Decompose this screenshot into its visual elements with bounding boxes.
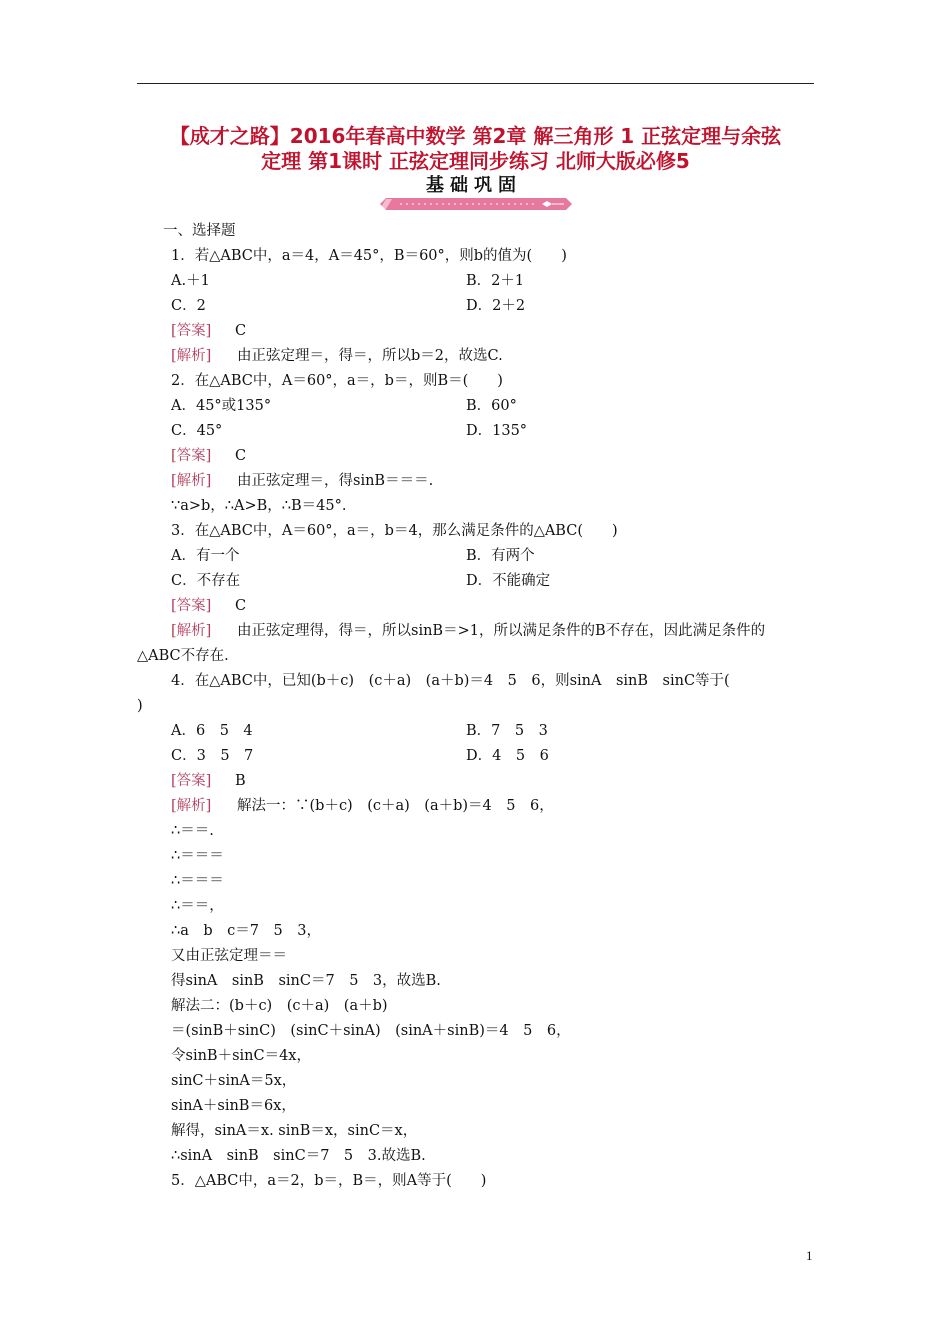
question-3: 3．在△ABC中，A＝60°，a＝，b＝4，那么满足条件的△ABC( )	[171, 523, 618, 539]
analysis-tag: [解析]	[171, 348, 212, 364]
option-d: D．2＋2	[466, 298, 526, 314]
analysis-step: 解法二：(b＋c) (c＋a) (a＋b)	[171, 998, 388, 1014]
analysis-step: 又由正弦定理＝＝	[171, 948, 287, 964]
analysis-step: ∴a b c＝7 5 3，	[171, 923, 321, 939]
title-line-1: 【成才之路】2016年春高中数学 第2章 解三角形 1 正弦定理与余弦	[169, 124, 782, 148]
question-1: 1．若△ABC中，a＝4，A＝45°，B＝60°，则b的值为( )	[171, 248, 567, 264]
answer-value: C	[235, 448, 247, 464]
section-heading: 一、选择题	[163, 223, 236, 239]
question-2: 2．在△ABC中，A＝60°，a＝，b＝，则B＝( )	[171, 373, 503, 389]
option-d: D．135°	[466, 423, 528, 439]
analysis-step: ∴＝＝＝	[171, 873, 224, 889]
header-rule	[137, 83, 814, 84]
answer-value: C	[235, 323, 247, 339]
analysis-step: ∴＝＝＝	[171, 848, 224, 864]
option-a: A.＋1	[171, 273, 210, 289]
analysis-tag: [解析]	[171, 798, 212, 814]
option-b: B．2＋1	[466, 273, 525, 289]
answer-tag: [答案]	[171, 323, 212, 339]
analysis-step: 解得，sinA＝x. sinB＝x，sinC＝x，	[171, 1123, 418, 1139]
analysis-step: 令sinB＋sinC＝4x，	[171, 1048, 311, 1064]
option-c: C．3 5 7	[171, 748, 254, 764]
analysis-step: ∴sinA sinB sinC＝7 5 3.故选B.	[171, 1148, 426, 1164]
option-c: C．45°	[171, 423, 223, 439]
analysis-step: ∴＝＝，	[171, 898, 224, 914]
analysis-text: 解法一：∵(b＋c) (c＋a) (a＋b)＝4 5 6，	[237, 798, 554, 814]
analysis-step: ＝(sinB＋sinC) (sinC＋sinA) (sinA＋sinB)＝4 5 6，	[171, 1023, 571, 1039]
option-b: B．60°	[466, 398, 517, 414]
title-line-2: 定理 第1课时 正弦定理同步练习 北师大版必修5	[261, 149, 690, 173]
option-d: D．4 5 6	[466, 748, 549, 764]
analysis-text: △ABC不存在.	[137, 648, 229, 664]
answer-value: B	[235, 773, 246, 789]
page-number: 1	[806, 1248, 813, 1263]
analysis-step: 得sinA sinB sinC＝7 5 3，故选B.	[171, 973, 441, 989]
analysis-text: ∵a>b，∴A>B，∴B＝45°.	[171, 498, 347, 514]
question-4: 4．在△ABC中，已知(b＋c) (c＋a) (a＋b)＝4 5 6，则sinA sinB sinC等于(	[171, 673, 730, 689]
option-c: C．不存在	[171, 573, 241, 589]
analysis-text: 由正弦定理得，得＝，所以sinB＝>1，所以满足条件的B不存在，因此满足条件的	[237, 623, 766, 639]
question-5: 5．△ABC中，a＝2，b＝，B＝，则A等于( )	[171, 1173, 487, 1189]
option-b: B．7 5 3	[466, 723, 548, 739]
option-a: A．有一个	[171, 548, 240, 564]
analysis-tag: [解析]	[171, 623, 212, 639]
document-title	[137, 124, 814, 174]
analysis-step: ∴＝＝.	[171, 823, 214, 839]
banner-title: 基础巩固	[426, 175, 522, 196]
analysis-text: 由正弦定理＝，得sinB＝＝＝.	[237, 473, 434, 489]
analysis-tag: [解析]	[171, 473, 212, 489]
answer-tag: [答案]	[171, 773, 212, 789]
answer-value: C	[235, 598, 247, 614]
section-banner	[376, 174, 572, 212]
option-a: A．45°或135°	[171, 398, 272, 414]
answer-tag: [答案]	[171, 448, 212, 464]
analysis-text: 由正弦定理＝，得＝，所以b＝2，故选C.	[237, 348, 503, 364]
option-a: A．6 5 4	[171, 723, 253, 739]
option-b: B．有两个	[466, 548, 535, 564]
analysis-step: sinC＋sinA＝5x，	[171, 1073, 297, 1089]
option-d: D．不能确定	[466, 573, 551, 589]
question-4-cont: )	[137, 698, 143, 714]
answer-tag: [答案]	[171, 598, 212, 614]
analysis-step: sinA＋sinB＝6x，	[171, 1098, 296, 1114]
option-c: C．2	[171, 298, 206, 314]
